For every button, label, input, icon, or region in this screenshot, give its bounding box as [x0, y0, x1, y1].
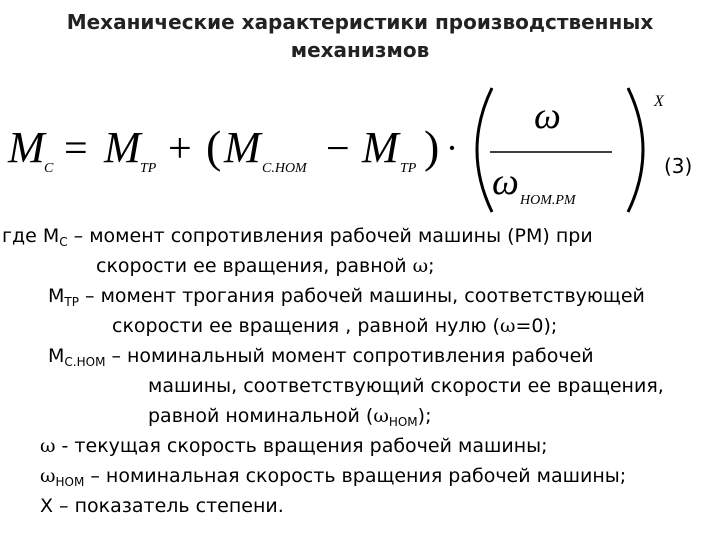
def-line-4: скорости ее вращения , равной нулю (ω=0);: [112, 315, 558, 337]
def-line-5: $M_{C.HOM}$ – номинальный момент сопротивления рабочей: [48, 345, 594, 369]
formula-sub-nompm: HOM.PM: [520, 193, 576, 208]
formula-open-paren: (: [206, 121, 222, 172]
formula-m-tp-2: M: [362, 123, 399, 172]
slide-title: [0, 8, 720, 64]
formula-equals: =: [64, 126, 88, 172]
formula-minus: −: [326, 126, 350, 172]
formula-plus: +: [168, 126, 192, 172]
def-line-2: скорости ее вращения, равной ω;: [96, 255, 435, 277]
formula-sub-tp: TP: [140, 161, 157, 176]
formula-sub-cnom: C.HOM: [262, 161, 307, 176]
def-line-1: где $M_C$ – момент сопротивления рабочей машины (РМ) при: [2, 225, 593, 249]
def-line-7: равной номинальной $(\omega_{HOM})$;: [148, 405, 432, 429]
formula-m-c: M: [8, 123, 45, 172]
formula-omega-den: ω: [492, 161, 519, 203]
formula-close-paren: ): [424, 121, 440, 172]
formula-exponent: X: [654, 93, 664, 110]
big-left-paren: [477, 88, 492, 212]
formula-sub-tp-2: TP: [400, 161, 417, 176]
big-right-paren: [628, 88, 643, 212]
def-line-9: $\omega_{HOM}$ – номинальная скорость вращения рабочей машины;: [40, 465, 627, 489]
title-line-2: механизмов: [290, 38, 430, 62]
def-line-6: машины, соответствующий скорости ее вращения,: [148, 375, 664, 397]
def-line-10: X – показатель степени.: [40, 495, 284, 517]
formula-dot: ·: [446, 128, 458, 168]
def-line-3: $M_{TP}$ – момент трогания рабочей машины, соответствующей: [48, 285, 645, 309]
def-line-8: ω - текущая скорость вращения рабочей машины;: [40, 435, 548, 457]
formula: [0, 80, 720, 220]
formula-omega-num: ω: [534, 95, 561, 137]
formula-sub-c: C: [44, 161, 54, 176]
title-line-1: Механические характеристики производственных: [66, 10, 654, 34]
formula-m-cnom: M: [224, 123, 261, 172]
formula-svg: [0, 80, 720, 220]
equation-number: (3): [664, 154, 693, 178]
formula-m-tp: M: [104, 123, 141, 172]
